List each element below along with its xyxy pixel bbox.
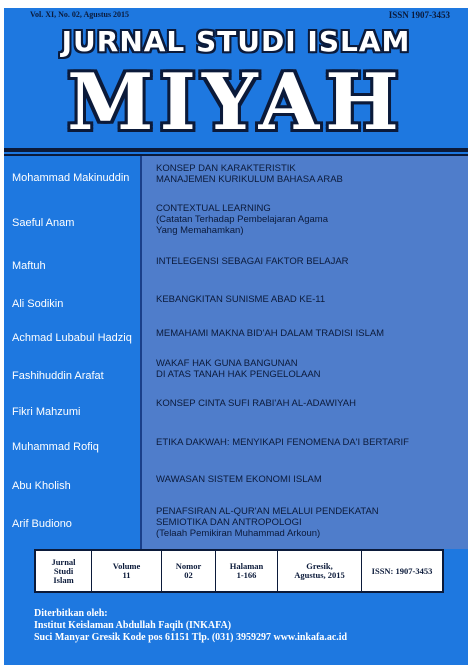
author-name: Achmad Lubabul Hadziq	[12, 332, 132, 344]
info-cell	[92, 551, 162, 591]
published-by-label: Diterbitkan oleh:	[34, 608, 108, 619]
article-title-line: DI ATAS TANAH HAK PENGELOLAAN	[156, 369, 321, 380]
author-name: Ali Sodikin	[12, 298, 64, 310]
author-name: Saeful Anam	[12, 217, 75, 229]
article-title	[156, 437, 409, 448]
article-title-line: (Catatan Terhadap Pembelajaran Agama	[156, 214, 328, 225]
article-title-line: WAWASAN SISTEM EKONOMI ISLAM	[156, 474, 322, 485]
publication-info-table	[34, 549, 444, 593]
article-title-line: MEMAHAMI MAKNA BID'AH DALAM TRADISI ISLAM	[156, 328, 385, 339]
info-cell-line: 1-166	[236, 570, 257, 580]
author-name: Fashihuddin Arafat	[12, 370, 104, 382]
header-divider	[4, 148, 468, 152]
info-cell	[216, 551, 278, 591]
info-cell-line: Jurnal	[51, 556, 76, 567]
article-title-line: KONSEP DAN KARAKTERISTIK	[156, 163, 296, 174]
article-title-line: KONSEP CINTA SUFI RABI'AH AL-ADAWIYAH	[156, 398, 356, 409]
info-cell-line: 02	[184, 570, 193, 580]
article-title-line: KEBANGKITAN SUNISME ABAD KE-11	[156, 294, 326, 305]
article-title	[156, 358, 321, 380]
article-title-line: CONTEXTUAL LEARNING	[156, 203, 271, 214]
article-title-line: Yang Memahamkan)	[156, 225, 244, 236]
article-title-line: PENAFSIRAN AL-QUR'AN MELALUI PENDEKATAN	[156, 506, 379, 517]
journal-name: MIYAH	[67, 57, 405, 148]
info-cell	[278, 551, 362, 591]
article-title	[156, 163, 343, 185]
institution-name: Institut Keislaman Abdullah Faqih (INKAFA)	[34, 620, 232, 631]
article-title	[156, 474, 322, 485]
info-cell-line: 11	[122, 570, 131, 580]
author-name: Muhammad Rofiq	[12, 441, 99, 453]
article-title-line: ETIKA DAKWAH: MENYIKAPI FENOMENA DA'I BERTARIF	[156, 437, 409, 448]
article-title	[156, 256, 349, 267]
institution-address: Suci Manyar Gresik Kode pos 61151 Tlp. (031) 3959297 www.inkafa.ac.id	[34, 632, 348, 643]
info-cell-line: Halaman	[229, 561, 264, 571]
info-cell-line: Islam	[53, 574, 74, 585]
article-title-line: SEMIOTIKA DAN ANTROPOLOGI	[156, 517, 302, 528]
journal-title: JURNAL STUDI ISLAM	[61, 25, 411, 58]
author-name: Mohammad Makinuddin	[12, 172, 130, 184]
author-name: Arif Budiono	[12, 518, 72, 530]
article-title	[156, 328, 384, 339]
info-cell	[36, 551, 92, 591]
article-title	[156, 398, 356, 409]
author-name: Fikri Mahzumi	[12, 406, 81, 418]
article-title	[156, 294, 325, 305]
article-title	[156, 203, 328, 236]
info-cell-line: Gresik,	[306, 561, 333, 571]
issn-label: ISSN 1907-3453	[388, 10, 450, 20]
info-cell-line: Studi	[53, 565, 74, 576]
publisher-footer	[34, 608, 347, 644]
info-cell-line: Nomor	[175, 561, 202, 571]
article-title	[156, 506, 379, 539]
info-cell-line: Agustus, 2015	[294, 570, 345, 580]
info-cell	[162, 551, 216, 591]
article-title-line: INTELEGENSI SEBAGAI FAKTOR BELAJAR	[156, 256, 349, 267]
info-cell	[362, 551, 442, 591]
article-title-line: (Telaah Pemikiran Muhammad Arkoun)	[156, 528, 321, 539]
info-cell-line: ISSN: 1907-3453	[371, 565, 433, 576]
author-name: Maftuh	[12, 260, 46, 272]
author-name: Abu Kholish	[12, 480, 71, 492]
article-title-line: MANAJEMEN KURIKULUM BAHASA ARAB	[156, 174, 343, 185]
info-cell-line: Volume	[112, 561, 141, 571]
volume-line: Vol. XI, No. 02, Agustus 2015	[30, 10, 130, 19]
journal-cover	[4, 8, 468, 665]
article-title-line: WAKAF HAK GUNA BANGUNAN	[156, 358, 298, 369]
